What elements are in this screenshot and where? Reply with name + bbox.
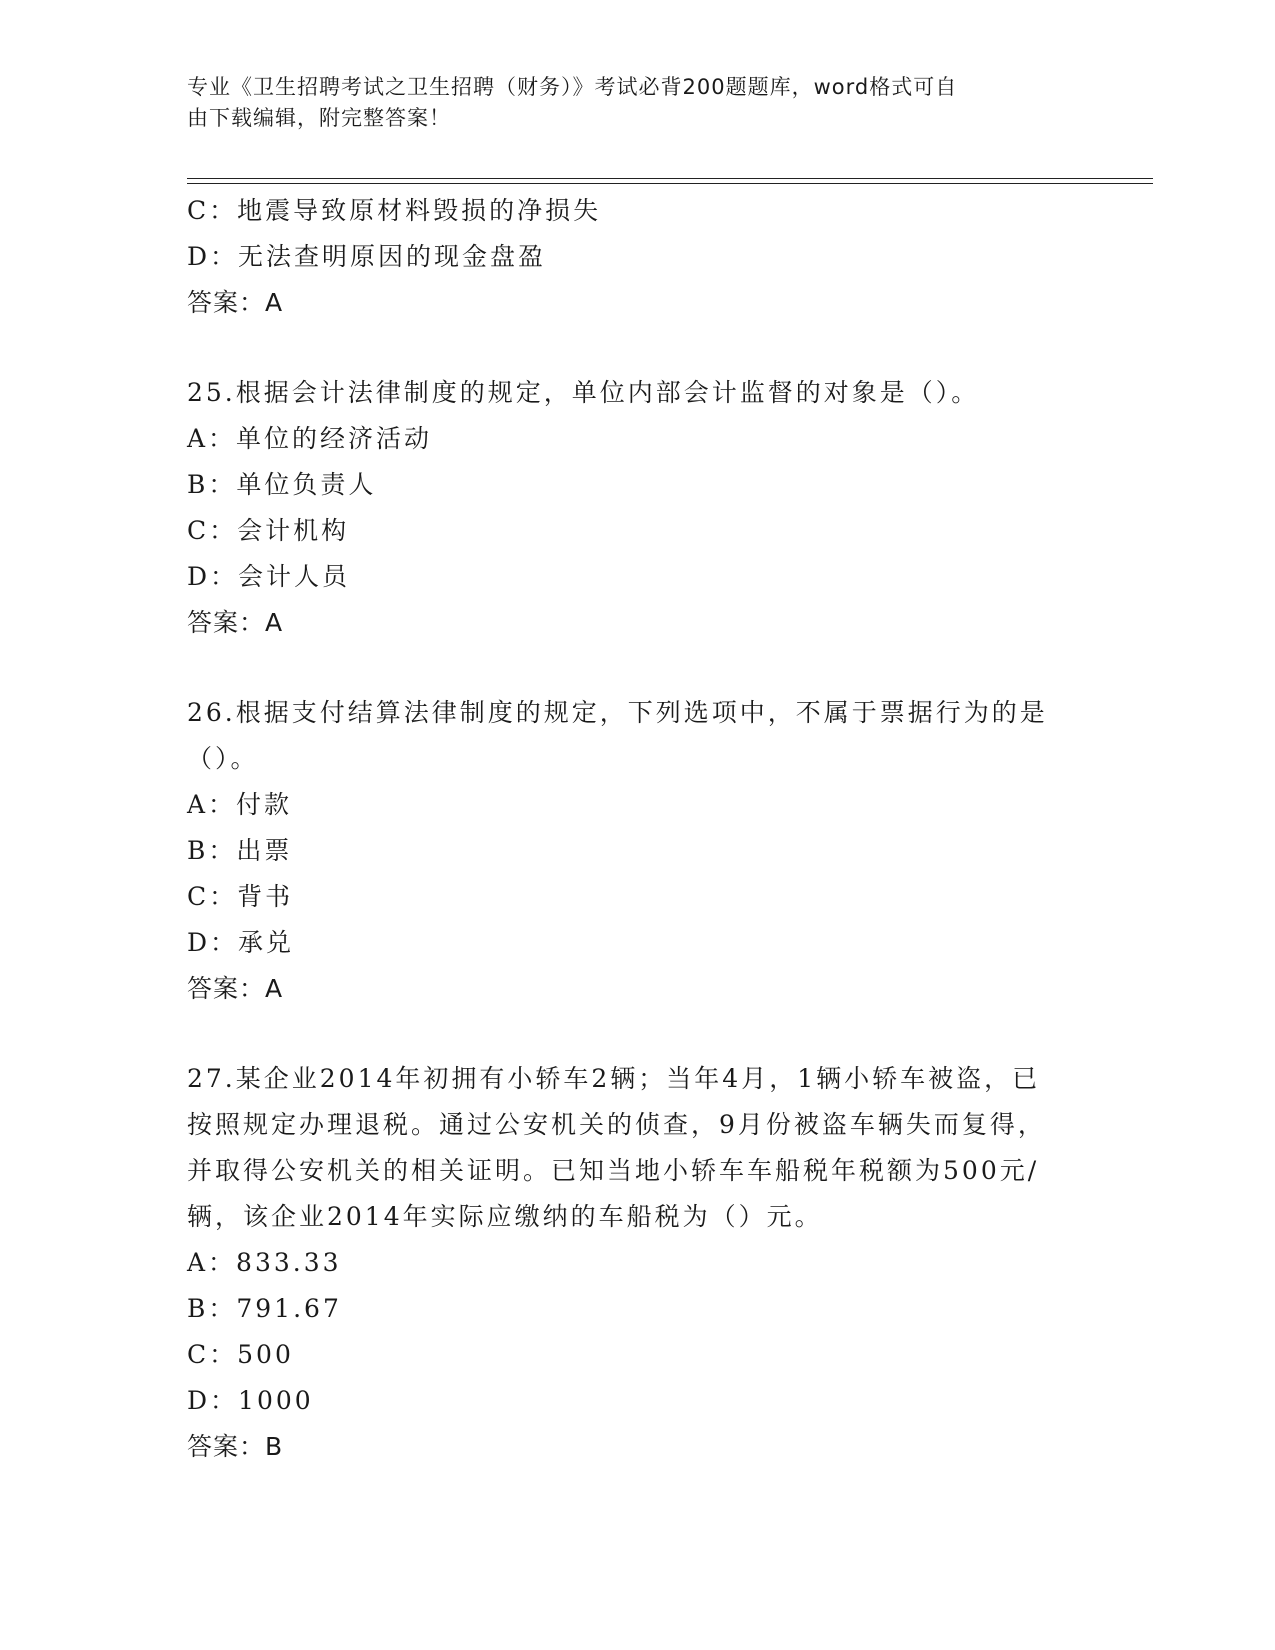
option-a: A：单位的经济活动 [187, 424, 433, 453]
option-a: A：付款 [187, 790, 293, 819]
question-text-line-1: 26.根据支付结算法律制度的规定，下列选项中，不属于票据行为的是 [187, 698, 1048, 727]
option-c: C：会计机构 [187, 516, 350, 545]
option-d: D：会计人员 [187, 562, 351, 591]
option-c: C：背书 [187, 882, 294, 911]
question-26 [187, 690, 1087, 1012]
option-b: B：出票 [187, 836, 293, 865]
answer-line: 答案：A [187, 608, 284, 637]
option-b: B：单位负责人 [187, 470, 377, 499]
header-divider-bottom [187, 183, 1153, 184]
question-25 [187, 370, 1087, 646]
document-header [187, 72, 1067, 134]
header-title-line-2: 由下载编辑，附完整答案！ [187, 106, 451, 130]
question-text-line-1: 27.某企业2014年初拥有小轿车2辆；当年4月，1辆小轿车被盗，已 [187, 1064, 1041, 1093]
header-title-line-1: 专业《卫生招聘考试之卫生招聘（财务）》考试必背200题题库，word格式可自 [187, 75, 958, 99]
question-text: 25.根据会计法律制度的规定，单位内部会计监督的对象是（）。 [187, 378, 980, 407]
question-text-line-2: （）。 [187, 744, 259, 773]
question-24-continuation [187, 188, 1087, 326]
option-d: D：承兑 [187, 928, 295, 957]
question-text-line-3: 并取得公安机关的相关证明。已知当地小轿车车船税年税额为500元/ [187, 1156, 1040, 1185]
question-27 [187, 1056, 1087, 1470]
option-b: B：791.67 [187, 1294, 342, 1323]
header-divider-top [187, 178, 1153, 179]
answer-line: 答案：B [187, 1432, 284, 1461]
option-d: D：无法查明原因的现金盘盈 [187, 242, 547, 271]
option-c: C：地震导致原材料毁损的净损失 [187, 196, 602, 225]
answer-line: 答案：A [187, 974, 284, 1003]
answer-line: 答案：A [187, 288, 284, 317]
question-list [187, 188, 1087, 1470]
option-d: D：1000 [187, 1386, 314, 1415]
option-a: A：833.33 [187, 1248, 342, 1277]
question-text-line-4: 辆，该企业2014年实际应缴纳的车船税为（）元。 [187, 1202, 823, 1231]
option-c: C：500 [187, 1340, 294, 1369]
question-text-line-2: 按照规定办理退税。通过公安机关的侦查，9月份被盗车辆失而复得， [187, 1110, 1046, 1139]
